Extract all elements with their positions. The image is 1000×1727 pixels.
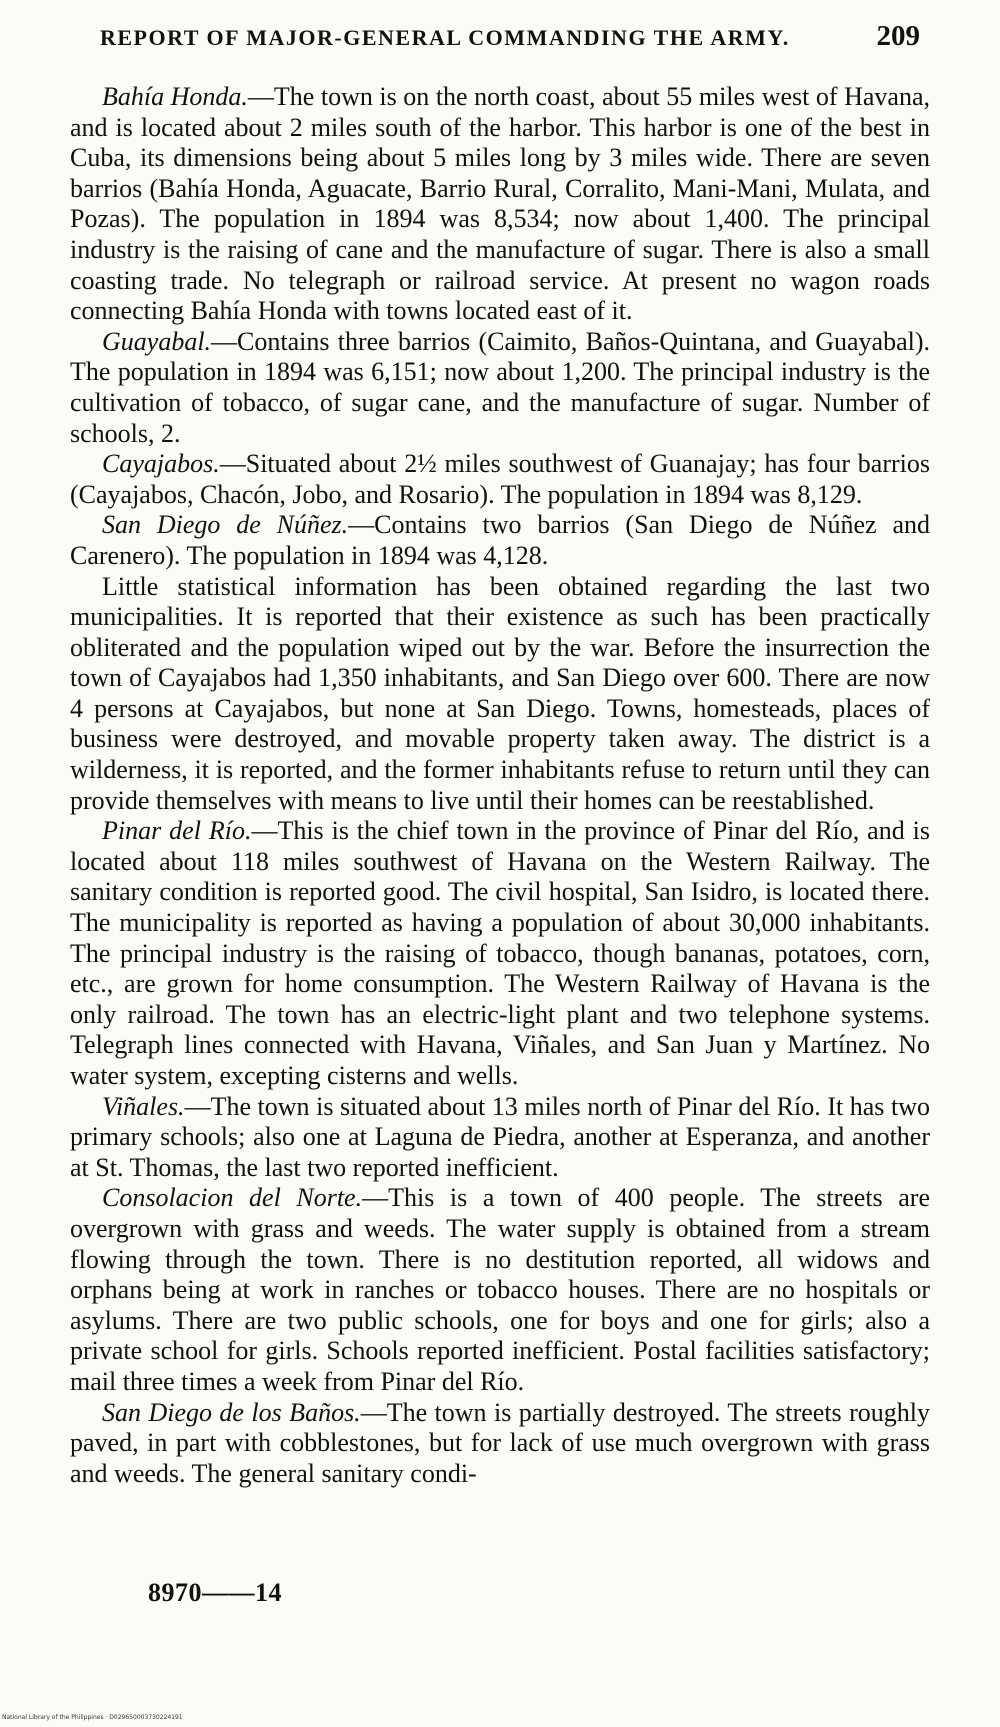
paragraph-cayajabos <box>70 449 930 510</box>
paragraph-text: —This is a town of 400 people. The streets are overgrown with grass and weeds. The water supply is obtained from a stream flowing through the town. There is no destitution reported, all widows and orphans being at work in ranches or tobacco houses. There are no hospitals or asylums. There are two public schools, one for boys and one for girls; also a private school for girls. Schools reported inefficient. Postal facilities satisfactory; mail three times a week from Pinar del Río. <box>70 1183 930 1396</box>
signature-mark: 8970——14 <box>148 1578 282 1607</box>
paragraph-bahia-honda <box>70 82 930 327</box>
paragraph-lead: Bahía Honda. <box>102 82 248 111</box>
paragraph-lead: San Diego de los Baños. <box>102 1397 361 1427</box>
paragraph-statistical-information <box>70 572 930 817</box>
paragraph-text: —The town is partially destroyed. The streets roughly paved, in part with cobblestones, but for lack of use much overgrown with grass and weeds. The general sanitary condi- <box>70 1397 931 1488</box>
paragraph-lead: San Diego de Núñez. <box>102 510 349 540</box>
running-head: REPORT OF MAJOR-GENERAL COMMANDING THE ARMY. <box>100 25 790 50</box>
paragraph-lead: Viñales. <box>102 1091 185 1121</box>
body-text <box>70 82 930 1489</box>
paragraph-text: —Contains two barrios (San Diego de Núñez and Carenero). The population in 1894 was 4,128. <box>70 510 930 570</box>
page-header <box>100 20 920 53</box>
paragraph-guayabal <box>70 327 930 449</box>
paragraph-text: —This is the chief town in the province of Pinar del Río, and is located about 118 miles southwest of Havana on the Western Railway. The sanitary condition is reported good. The civil hospital, San Isidro, is located there. The municipality is reported as having a population of about 30,000 inhabitants. The principal industry is the raising of tobacco, though bananas, potatoes, corn, etc., are grown for home consumption. The Western Railway of Havana is the only railroad. The town has an electric-light plant and two telephone systems. Telegraph lines connected with Havana, Viñales, and San Juan y Martínez. No water system, excepting cisterns and wells. <box>70 816 930 1090</box>
paragraph-lead: Guayabal. <box>102 326 212 356</box>
paragraph-vinales <box>70 1092 930 1184</box>
paragraph-text: —The town is on the north coast, about 55 miles west of Havana, and is located about 2 miles south of the harbor. This harbor is one of the best in Cuba, its dimensions being about 5 miles long by 3 miles wide. There are seven barrios (Bahía Honda, Aguacate, Barrio Rural, Corralito, Mani-Mani, Mulata, and Pozas). The population in 1894 was 8,534; now about 1,400. The principal industry is the raising of cane and the manufacture of sugar. There is also a small coasting trade. No telegraph or railroad service. At present no wagon roads connecting Bahía Honda with towns located east of it. <box>70 82 930 326</box>
paragraph-lead: Consolacion del Norte. <box>102 1183 363 1213</box>
paragraph-text: —Contains three barrios (Caimito, Baños-Quintana, and Guayabal). The population in 1894 was 6,151; now about 1,200. The principal industry is the cultivation of tobacco, of sugar cane, and the manufacture of sugar. Number of schools, 2. <box>70 326 930 448</box>
paragraph-text: Little statistical information has been obtained regarding the last two municipalities. It is reported that their existence as such has been practically obliterated and the population wiped out by the war. Before the insurrection the town of Cayajabos had 1,350 inhabitants, and San Diego over 600. There are now 4 persons at Cayajabos, but none at San Diego. Towns, homesteads, places of business were destroyed, and movable property taken away. The district is a wilderness, it is reported, and the former inhabitants refuse to return until they can provide themselves with means to live until their homes can be reestablished. <box>70 571 930 815</box>
page-number: 209 <box>876 20 920 52</box>
paragraph-lead: Cayajabos. <box>102 449 220 479</box>
paragraph-lead: Pinar del Río. <box>102 816 252 846</box>
paragraph-text: —Situated about 2½ miles southwest of Guanajay; has four barrios (Cayajabos, Chacón, Jobo, and Rosario). The population in 1894 was 8,129. <box>70 449 930 509</box>
paragraph-consolacion-del-norte <box>70 1183 930 1397</box>
paragraph-san-diego-de-nunez <box>70 510 930 571</box>
library-footer-note: National Library of the Philippines · D029650003730224191 <box>2 1714 183 1721</box>
paragraph-text: —The town is situated about 13 miles north of Pinar del Río. It has two primary schools; also one at Laguna de Piedra, another at Esperanza, and another at St. Thomas, the last two reported inefficient. <box>70 1091 930 1182</box>
paragraph-san-diego-de-los-banos <box>70 1398 930 1490</box>
paragraph-pinar-del-rio <box>70 816 930 1091</box>
